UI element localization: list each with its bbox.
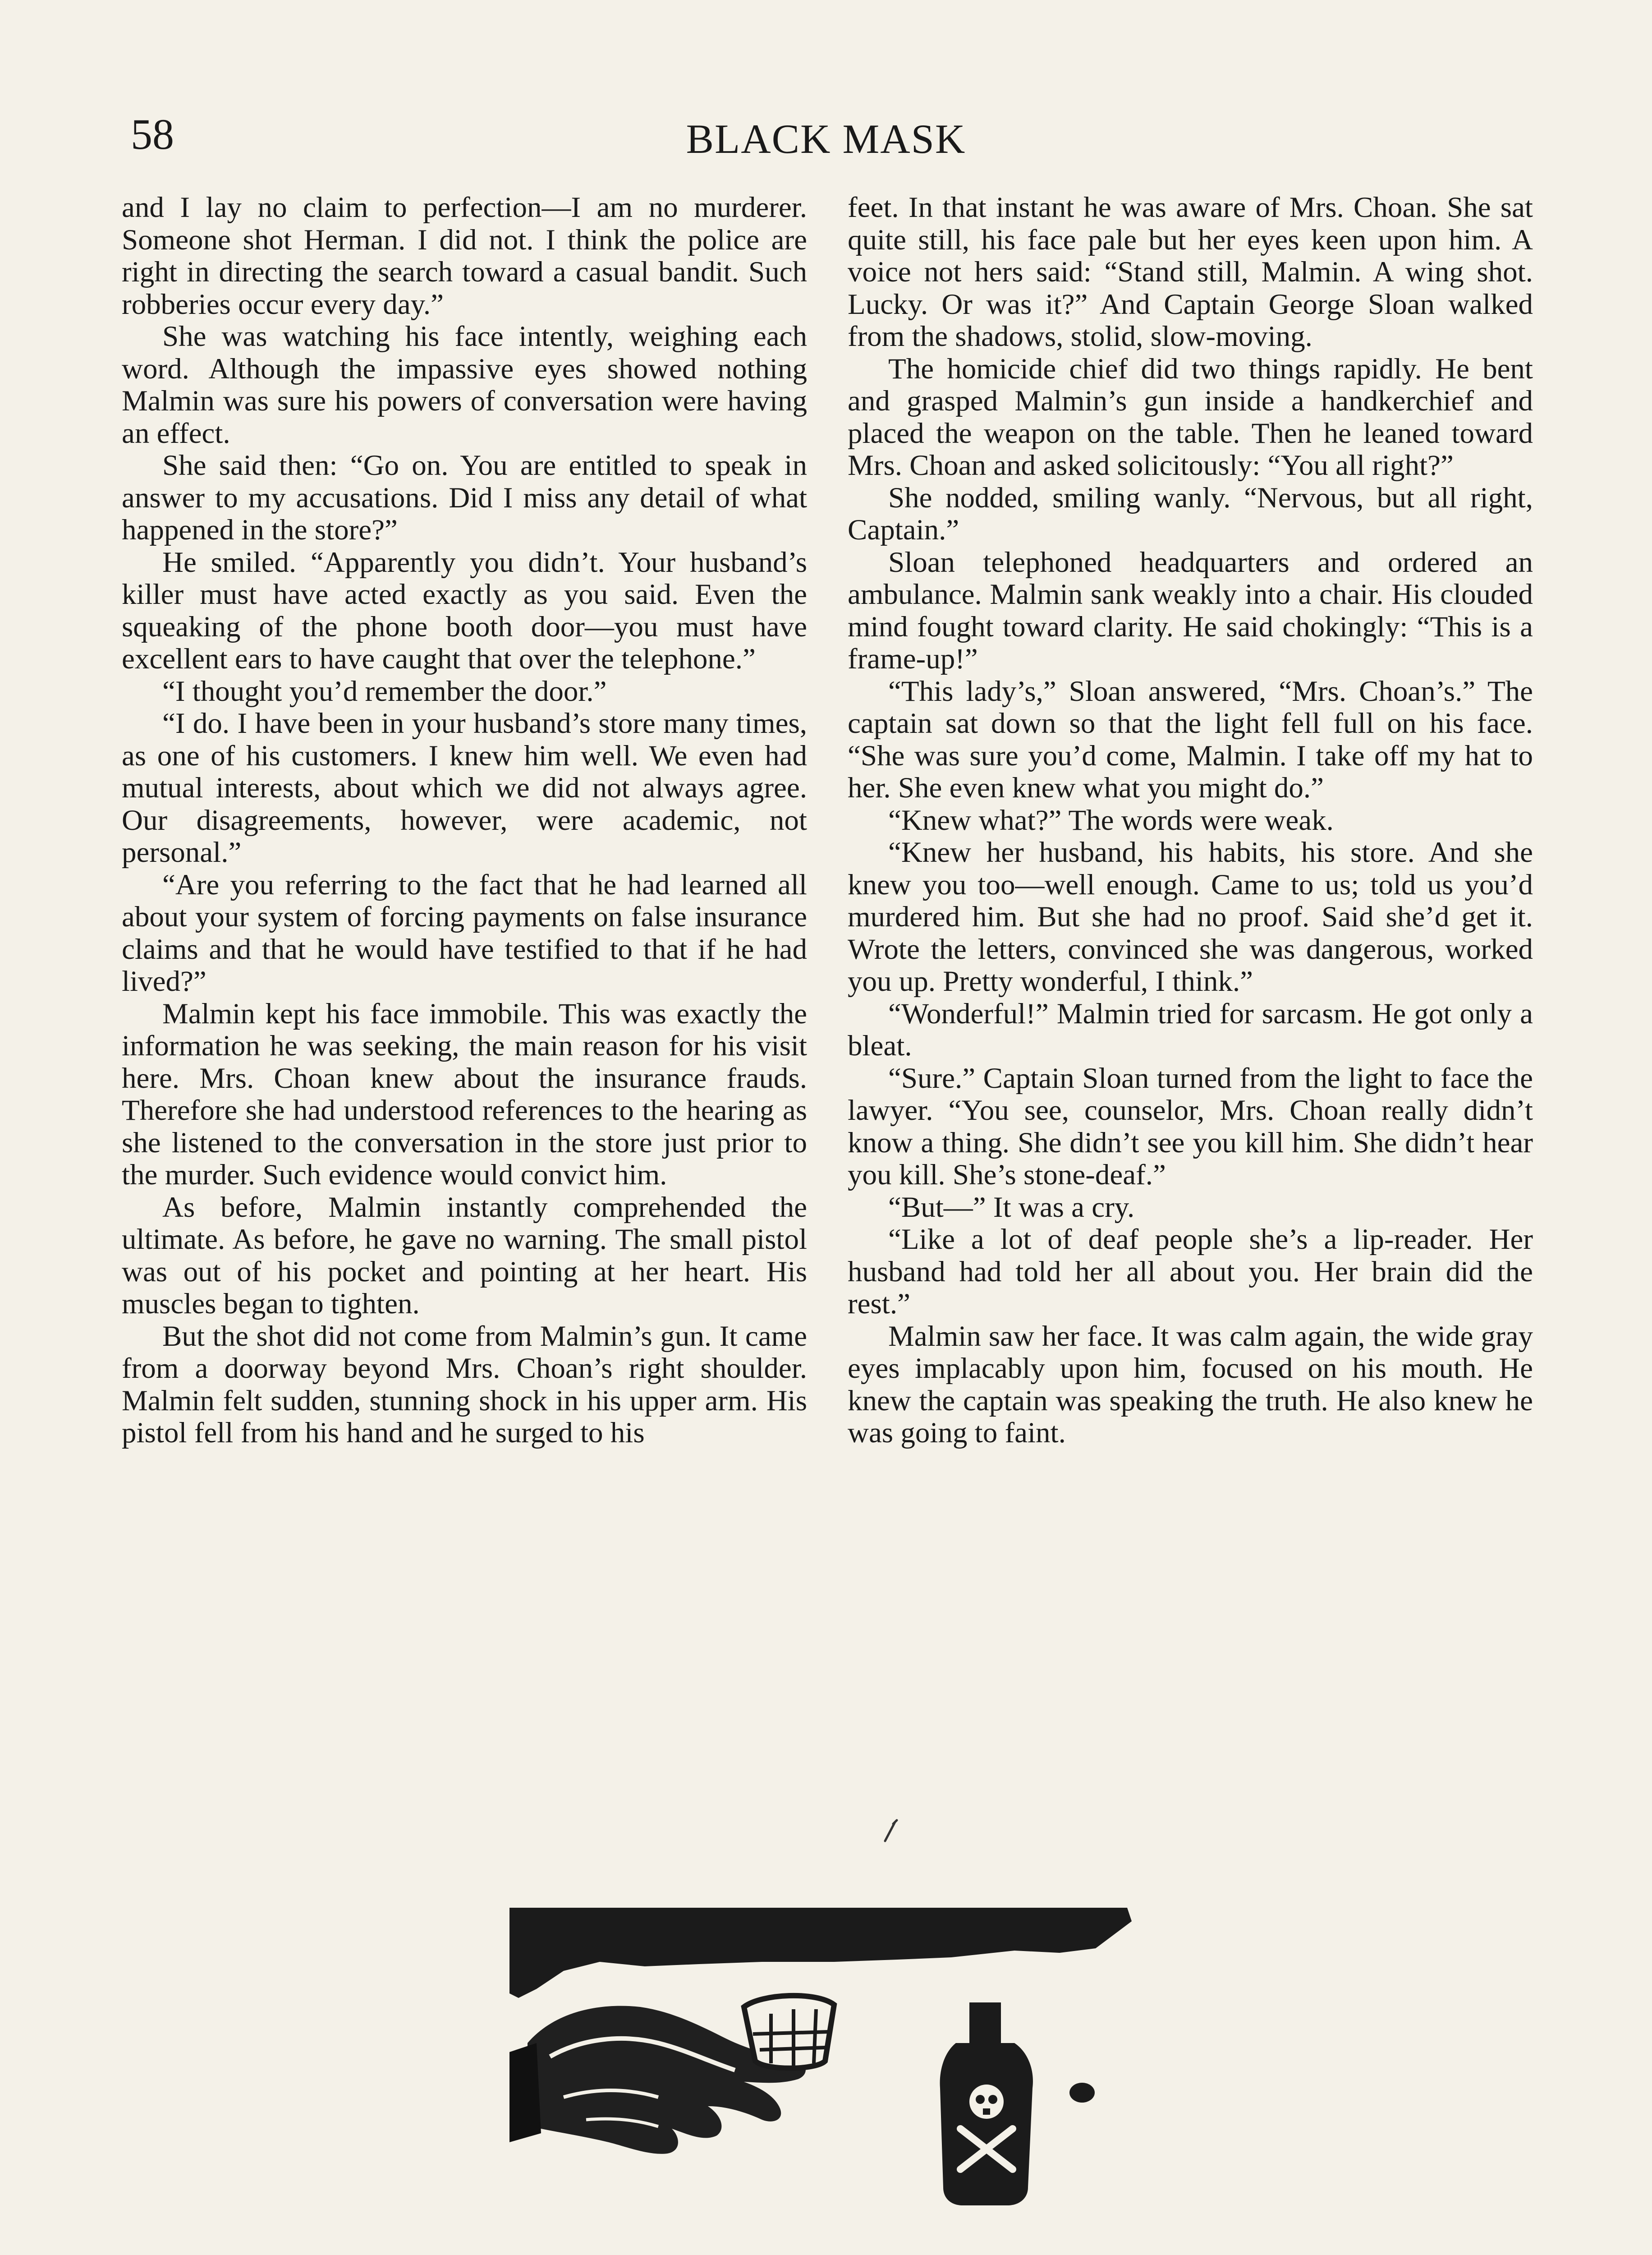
paragraph: Malmin kept his face immobile. This was exactly the information he was seeking, the main reason for his visit here. Mrs. Choan knew about the insurance frauds. Therefore she had understood references to the hearing as she listened to the conversation in the store just prior to the murder. Such evidence would convict him. [122,997,807,1191]
paragraph: and I lay no claim to perfection—I am no murderer. Someone shot Herman. I did not. I think the police are right in directing the search toward a casual bandit. Such robberies occur every day.” [122,191,807,321]
paragraph: “But—” It was a cry. [888,1191,1135,1224]
paragraph: “Are you referring to the fact that he had learned all about your system of forcing payments on false insurance claims and that he would have testified to that if he had lived?” [122,868,807,998]
paragraph: The homicide chief did two things rapidly. He bent and grasped Malmin’s gun inside a handkerchief and placed the weapon on the table. Then he leaned toward Mrs. Choan and asked solicitously: “You all right?” [848,352,1533,482]
paragraph: “I do. I have been in your husband’s store many times, as one of his customers. I knew him well. We even had mutual interests, about which we did not always agree. Our disagreements, however, were academic, not personal.” [122,707,807,869]
paragraph: “This lady’s,” Sloan answered, “Mrs. Choan’s.” The captain sat down so that the light fell full on his face. “She was sure you’d come, Malmin. I take off my hat to her. She even knew what you might do.” [848,675,1533,804]
paragraph: He smiled. “Apparently you didn’t. Your husband’s killer must have acted exactly as you said. Even the squeaking of the phone booth door—you must have excellent ears to have caught that over the telephone.” [122,546,807,675]
paragraph: “Wonderful!” Malmin tried for sarcasm. He got only a bleat. [848,997,1533,1062]
glass-icon [744,1996,834,2068]
left-column [122,192,807,1450]
stray-mark-icon [881,1818,899,1845]
paragraph: As before, Malmin instantly comprehended the ultimate. As before, he gave no warning. The small pistol was out of his pocket and pointing at her heart. His muscles began to tighten. [122,1191,807,1320]
paragraph: She nodded, smiling wanly. “Nervous, but all right, Captain.” [848,481,1533,546]
hand-poison-bottle-icon [509,1908,1141,2255]
paragraph: “Knew her husband, his habits, his store. And she knew you too—well enough. Came to us; told us you’d murdered him. But she had no proof. Said she’d get it. Wrote the letters, convinced she was dangerous, worked you up. Pretty wonderful, I think.” [848,836,1533,998]
paragraph: “Knew what?” The words were weak. [888,804,1334,837]
paragraph: feet. In that instant he was aware of Mrs. Choan. She sat quite still, his face pale but her eyes keen upon him. A voice not hers said: “Stand still, Malmin. A wing shot. Lucky. Or was it?” And Captain George Sloan walked from the shadows, stolid, slow-moving. [848,191,1533,353]
paragraph: She was watching his face intently, weighing each word. Although the impassive eyes showed nothing Malmin was sure his powers of conversation were having an effect. [122,320,807,450]
paragraph: Malmin saw her face. It was calm again, the wide gray eyes implacably upon him, focused on his mouth. He knew the captain was speaking the truth. He also knew he was going to faint. [848,1320,1533,1449]
paragraph: Sloan telephoned headquarters and ordered an ambulance. Malmin sank weakly into a chair. His clouded mind fought toward clarity. He said chokingly: “This is a frame-up!” [848,546,1533,675]
paragraph: But the shot did not come from Malmin’s gun. It came from a doorway beyond Mrs. Choan’s right shoulder. Malmin felt sudden, stunning shock in his upper arm. His pistol fell from his hand and he surged to his [122,1320,807,1449]
running-title: BLACK MASK [686,116,966,162]
poison-bottle-icon [940,2002,1033,2205]
paragraph: “Like a lot of deaf people she’s a lip-reader. Her husband had told her all about you. Her brain did the rest.” [848,1223,1533,1320]
page-number: 58 [131,110,174,158]
paragraph: She said then: “Go on. You are entitled to speak in answer to my accusations. Did I miss any detail of what happened in the store?” [122,449,807,546]
paragraph: “I thought you’d remember the door.” [162,675,607,708]
right-column [848,192,1533,1450]
paragraph: “Sure.” Captain Sloan turned from the light to face the lawyer. “You see, counselor, Mrs. Choan really didn’t know a thing. She didn’t see you kill him. She didn’t hear you kill. She’s stone-deaf.” [848,1062,1533,1191]
